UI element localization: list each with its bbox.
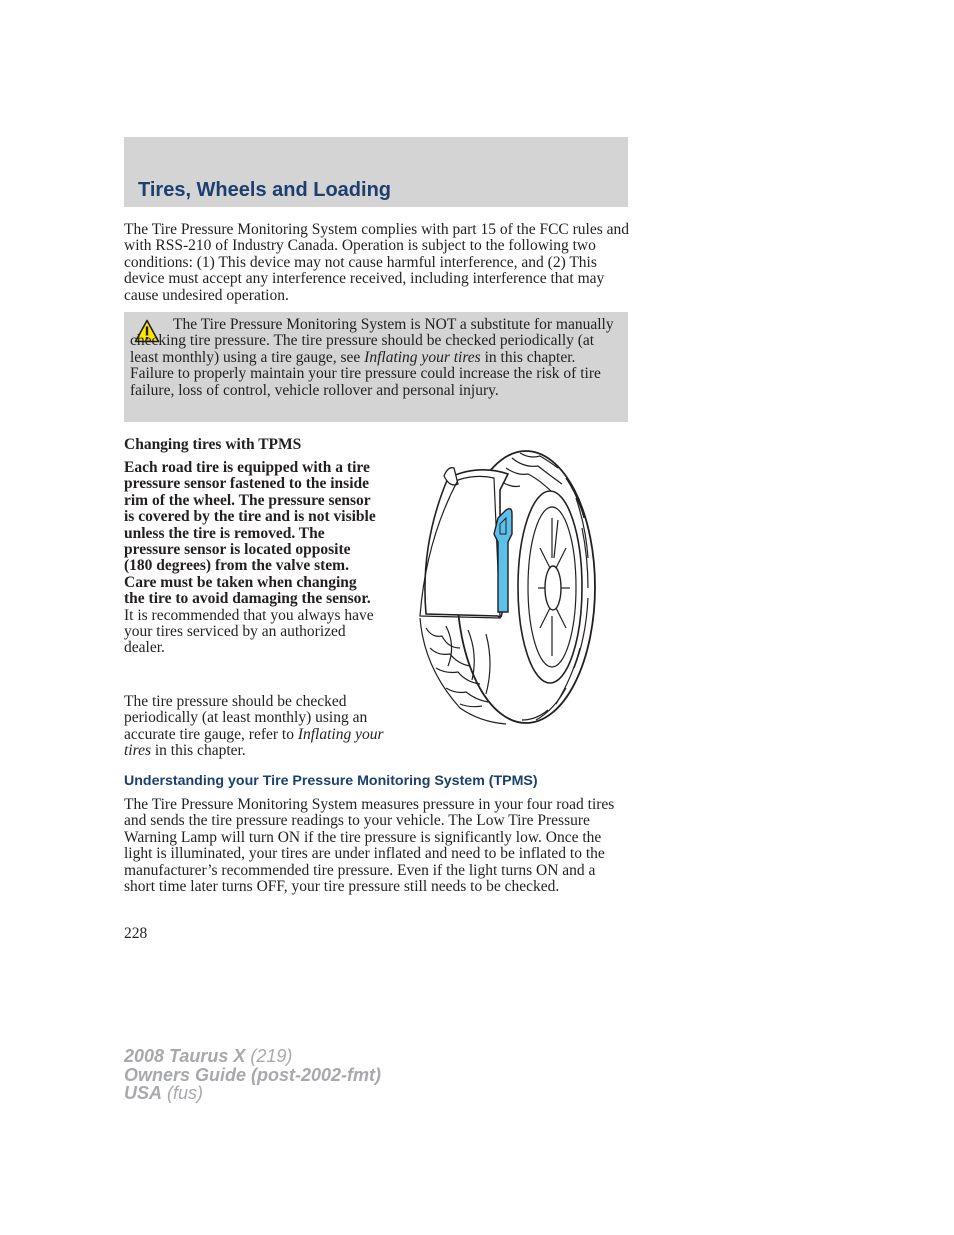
footer-market: USA bbox=[124, 1083, 163, 1103]
sensor-normal-text: It is recommended that you always have your tires serviced by an authorized dealer. bbox=[124, 606, 374, 657]
check-text-before: The tire pressure should be checked periodically (at least monthly) using an accurate tire gauge, refer to bbox=[124, 693, 368, 743]
understanding-paragraph: The Tire Pressure Monitoring System measures pressure in your four road tires and sends the tire pressure readings to your vehicle. The Low Tire Pressure Warning Lamp will turn ON if the tire pressure is significantly low. Once the light is illuminated, your tires are under inflated and need to be inflated to the manufacturer’s recommended tire pressure. Even if the light turns ON and a short time later turns OFF, your tire pressure still needs to be checked. bbox=[124, 796, 615, 896]
sensor-bold-text: Each road tire is equipped with a tire pressure sensor fastened to the inside rim of the wheel. The pressure sensor is covered by the tire and is not visible unless the tire is removed. The pressure sensor is located opposite (180 degrees) from the valve stem. Care must be taken when changing the tire to avoid damaging the sensor. bbox=[124, 459, 376, 608]
section-title: Tires, Wheels and Loading bbox=[138, 179, 392, 201]
footer-line-1 bbox=[124, 1047, 381, 1066]
document-footer bbox=[124, 1047, 381, 1103]
understanding-tpms-heading: Understanding your Tire Pressure Monitoring System (TPMS) bbox=[124, 773, 538, 789]
check-link-inflating: Inflating your tires bbox=[124, 725, 384, 760]
page-number: 228 bbox=[124, 925, 148, 942]
footer-guide: Owners Guide (post-2002-fmt) bbox=[124, 1064, 382, 1085]
footer-market-code: (fus) bbox=[162, 1083, 204, 1103]
warning-text bbox=[130, 317, 622, 399]
footer-model: 2008 Taurus X bbox=[124, 1046, 246, 1066]
sensor-paragraph bbox=[124, 460, 378, 657]
warning-box bbox=[124, 312, 628, 422]
check-text-after: in this chapter. bbox=[150, 742, 246, 760]
footer-model-code: (219) bbox=[245, 1046, 293, 1066]
warning-text-before: The Tire Pressure Monitoring System is NOT a substitute for manually checking tire pressure. The tire pressure should be checked periodically (at least monthly) using a tire gauge, see bbox=[130, 316, 614, 366]
warning-link-inflating: Inflating your tires bbox=[364, 348, 481, 366]
warning-text-after: in this chapter. Failure to properly maintain your tire pressure could increase the risk of tire failure, loss of control, vehicle rollover and personal injury. bbox=[130, 348, 601, 399]
changing-tires-heading: Changing tires with TPMS bbox=[124, 436, 302, 453]
fcc-paragraph: The Tire Pressure Monitoring System complies with part 15 of the FCC rules and with RSS-210 of Industry Canada. Operation is subject to the following two conditions: (1) This device may not cause harmful interference, and (2) This device must accept any interference received, including interference that may cause undesired operation. bbox=[124, 221, 630, 304]
section-header-band bbox=[124, 137, 628, 207]
check-pressure-paragraph bbox=[124, 694, 386, 760]
tire-cutaway-illustration bbox=[416, 448, 598, 726]
footer-line-2 bbox=[124, 1066, 381, 1085]
footer-line-3 bbox=[124, 1084, 381, 1103]
